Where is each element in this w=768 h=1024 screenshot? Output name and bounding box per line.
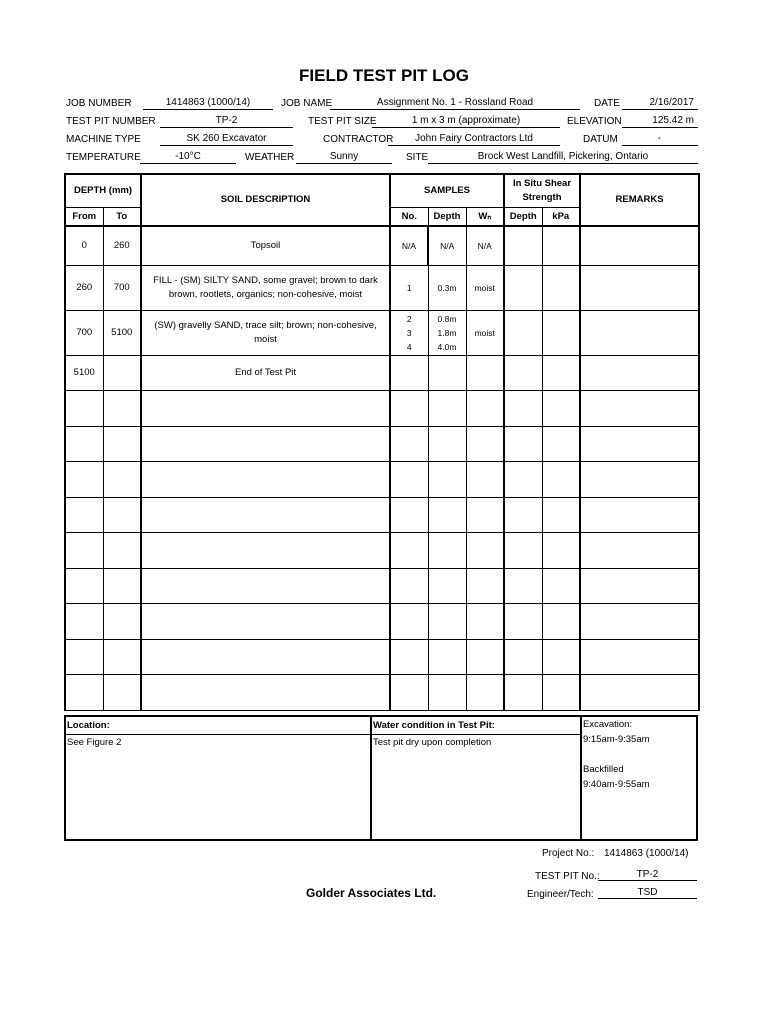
remarks-cell: [580, 311, 699, 356]
kpa-cell: [542, 311, 580, 356]
test-pit-log-table: [64, 173, 700, 711]
kpa-cell: [542, 226, 580, 266]
from-cell: 260: [65, 266, 103, 311]
description-cell: Topsoil: [141, 226, 390, 266]
sample-no: 4: [406, 342, 412, 352]
shear-depth-cell: [504, 311, 542, 356]
site-value: Brock West Landfill, Pickering, Ontario: [428, 150, 698, 164]
location-label: Location:: [66, 717, 370, 735]
sample-depth: 0.8m: [437, 314, 457, 324]
test-pit-size-value: 1 m x 3 m (approximate): [372, 114, 560, 128]
project-no-value: 1414863 (1000/14): [604, 848, 689, 859]
table-row: [65, 356, 699, 391]
company-name: Golder Associates Ltd.: [306, 886, 437, 900]
sample-no-cell: N/A: [390, 226, 428, 266]
shear-depth-cell: [504, 226, 542, 266]
sample-depth-cell: [428, 356, 466, 391]
weather-value: Sunny: [296, 150, 392, 164]
wn-cell: [466, 356, 504, 391]
kpa-cell: [542, 356, 580, 391]
water-condition-label: Water condition in Test Pit:: [372, 717, 580, 735]
sample-no-cell: [390, 311, 428, 356]
datum-value: -: [622, 132, 698, 146]
sample-depth-cell: 0.3m: [428, 266, 466, 311]
sample-depth: 4.0m: [437, 342, 457, 352]
table-row-empty: [65, 639, 699, 675]
job-name-label: JOB NAME: [281, 98, 333, 109]
elevation-label: ELEVATION: [567, 116, 622, 127]
table-row-empty: [65, 391, 699, 427]
table-row: [65, 266, 699, 311]
machine-type-label: MACHINE TYPE: [66, 134, 141, 145]
from-cell: 700: [65, 311, 103, 356]
site-label: SITE: [406, 152, 429, 163]
job-number-label: JOB NUMBER: [66, 98, 132, 109]
samples-header: SAMPLES: [390, 174, 504, 208]
date-label: DATE: [594, 98, 620, 109]
table-row-empty: [65, 426, 699, 462]
wn-cell: moist: [466, 266, 504, 311]
remarks-cell: [580, 226, 699, 266]
location-text: See Figure 2: [67, 737, 122, 748]
table-row-empty: [65, 675, 699, 711]
project-no-label: Project No.:: [542, 848, 595, 859]
table-row-empty: [65, 497, 699, 533]
description-cell: (SW) gravelly SAND, trace silt; brown; non-cohesive, moist: [141, 311, 390, 356]
weather-label: WEATHER: [245, 152, 295, 163]
wn-cell: moist: [466, 311, 504, 356]
sample-depth-cell: N/A: [428, 226, 466, 266]
remarks-header: REMARKS: [580, 174, 699, 226]
to-header: To: [103, 208, 141, 227]
table-row-empty: [65, 568, 699, 604]
depth-header: DEPTH (mm): [65, 174, 141, 208]
times-box: [582, 717, 696, 839]
sample-depth-cell: [428, 311, 466, 356]
sample-no-header: No.: [390, 208, 428, 227]
test-pit-no-label: TEST PIT No.:: [535, 871, 600, 882]
elevation-value: 125.42 m: [622, 114, 698, 128]
water-condition-text: Test pit dry upon completion: [373, 737, 492, 748]
wn-cell: N/A: [466, 226, 504, 266]
table-row-empty: [65, 462, 699, 498]
shear-depth-cell: [504, 266, 542, 311]
from-cell: 5100: [65, 356, 103, 391]
temperature-label: TEMPERATURE: [66, 152, 141, 163]
job-name-value: Assignment No. 1 - Rossland Road: [330, 96, 580, 110]
test-pit-size-label: TEST PIT SIZE: [308, 116, 377, 127]
table-row: [65, 311, 699, 356]
description-cell: FILL - (SM) SILTY SAND, some gravel; brown to dark brown, rootlets, organics; non-cohesive, moist: [141, 266, 390, 311]
backfilled-label: Backfilled: [583, 764, 624, 775]
contractor-value: John Fairy Contractors Ltd: [388, 132, 560, 146]
temperature-value: -10°C: [140, 150, 236, 164]
soil-description-header: SOIL DESCRIPTION: [141, 174, 390, 226]
sample-depth: 1.8m: [437, 328, 457, 338]
backfilled-time: 9:40am-9:55am: [583, 779, 650, 790]
to-cell: 260: [103, 226, 141, 266]
job-number-value: 1414863 (1000/14): [143, 96, 273, 110]
shear-depth-cell: [504, 356, 542, 391]
sample-no: 2: [406, 314, 412, 324]
to-cell: 5100: [103, 311, 141, 356]
sample-depth-header: Depth: [428, 208, 466, 227]
shear-depth-header: Depth: [504, 208, 542, 227]
kpa-cell: [542, 266, 580, 311]
from-header: From: [65, 208, 103, 227]
engineer-value: TSD: [598, 887, 697, 899]
sample-no-cell: [390, 356, 428, 391]
date-value: 2/16/2017: [622, 96, 698, 110]
machine-type-value: SK 260 Excavator: [160, 132, 293, 146]
in-situ-shear-header: [504, 174, 580, 208]
from-cell: 0: [65, 226, 103, 266]
sample-no: 3: [406, 328, 412, 338]
table-row-empty: [65, 533, 699, 569]
test-pit-number-label: TEST PIT NUMBER: [66, 116, 156, 127]
to-cell: 700: [103, 266, 141, 311]
excavation-time: 9:15am-9:35am: [583, 734, 650, 745]
remarks-cell: [580, 356, 699, 391]
in-situ-line2: Strength: [522, 192, 562, 203]
water-condition-box: [372, 717, 582, 839]
remarks-cell: [580, 266, 699, 311]
description-cell: End of Test Pit: [141, 356, 390, 391]
contractor-label: CONTRACTOR: [323, 134, 394, 145]
test-pit-no-value: TP-2: [598, 869, 697, 881]
engineer-label: Engineer/Tech:: [527, 889, 594, 900]
excavation-label: Excavation:: [583, 719, 633, 730]
sample-no-cell: 1: [390, 266, 428, 311]
wn-header: Wₙ: [466, 208, 504, 227]
location-box: [66, 717, 372, 839]
test-pit-number-value: TP-2: [160, 114, 293, 128]
table-row-empty: [65, 604, 699, 640]
to-cell: [103, 356, 141, 391]
in-situ-line1: In Situ Shear: [512, 178, 572, 189]
datum-label: DATUM: [583, 134, 618, 145]
location-section: [64, 715, 698, 841]
page-title: FIELD TEST PIT LOG: [299, 66, 469, 85]
kpa-header: kPa: [542, 208, 580, 227]
table-row: [65, 226, 699, 266]
